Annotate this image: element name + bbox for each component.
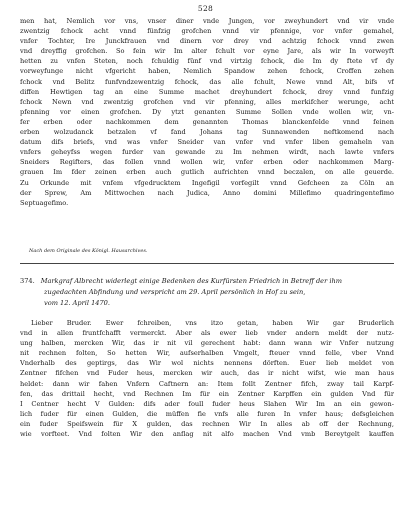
source-note: Nach dem Originale des Königl. Hausarchives. xyxy=(29,248,148,254)
text-line: wie vorfteet. Vnd folten Wir den anflag nit alfo machen Vnd vmb Bereytgelt kauffen xyxy=(20,430,394,439)
document-heading xyxy=(20,276,394,309)
text-line: fchock Newn vnd zwentzig grofchen vnd vir pfenning, alles merkifcher werunge, acht xyxy=(20,97,394,106)
text-line: heldet: dann wir fahen Vnfern Caftnern an: Item follt Zentner fifch, zway tail Karpf- xyxy=(20,379,394,388)
page-number: 528 xyxy=(197,4,214,13)
text-line: vnfer Tochter, Ire Junckfrauen vnd dinern vor drey vnd achtzig fchock vnnd zwen xyxy=(20,37,394,46)
text-line: grauen Im fder zeinen erben auch gutlich aufrichten vnnd beczalen, on alle geuerde. xyxy=(20,168,394,177)
text-line: fchock vnd Belitz funfvndzewentzig fchock, das alle fchult, Newe vnnd Alt, bifs vf xyxy=(20,77,394,86)
text-line: Septuagefimo. xyxy=(20,198,69,207)
text-line: zwentzig fchock acht vnnd fünfzig grofchen vnnd vir pfennige, vor vnfer gemahel, xyxy=(20,27,394,36)
text-line: erben wolzudanck betzalen vf fand Johans tag Sunnawenden neftkomend nach xyxy=(20,128,394,137)
text-line: I Centner hecht V Gulden: difs ader foull fuder heus Slahen Wir Im an ein gewon- xyxy=(20,399,394,408)
heading-line xyxy=(20,276,394,287)
text-line: datum difs briefs, vnd was vnfer Sneider van vnfer vnd vnfer liben gemaheln van xyxy=(20,138,394,147)
document-body-top xyxy=(20,16,394,208)
text-line: Zentner fifchen vnd Fuder heus, mercken wir auch, das ir nicht wifst, wie man haus xyxy=(20,369,394,378)
text-line: ung halben, mercken Wir, das ir nit vil gerechent habt: dann wann wir Vnfer nutzung xyxy=(20,339,394,348)
text-line: Lieber Bruder. Ewer fchreiben, vns itzo getan, haben Wir gar Bruderlich xyxy=(31,319,394,327)
text-line: hetten zu vnfen Steten, noch fchuldig fünf vnd virtzig fchock, die Im dy ftete vf dy xyxy=(20,57,394,66)
text-line: vnd dreyffig grofchen. So fein wir Im alter fchult vor eyne Jare, als wir In vorweyft xyxy=(20,47,394,56)
document-body-bottom xyxy=(20,318,394,439)
text-line: Sneiders Regifters, das follen vnnd wollen wir, vnfer erben oder nachkommen Marg- xyxy=(20,158,394,167)
text-line: Vnderhalb des geptirgs, das Wir wol nichts nennens dörften. Euer lieb meldet von xyxy=(20,359,394,368)
text-line: fen, das drittail hecht, vnd Rechnen Im für ein Zentner Karpffen ein gulden Vnd für xyxy=(20,389,394,398)
text-line: vnd in allen fruntfchafft vermerckt. Aber als ewer lieb vnder andern meldt der nutz- xyxy=(20,329,394,338)
document-number: 374. xyxy=(20,277,35,285)
text-line: Zu Orkunde mit vnfem vfgedrucktem Ingefigil vorfegilt vnnd Gefcheen za Cöln an xyxy=(20,178,394,187)
text-line: diffen Hewtigen tag an eine Summe machet dreyhundert fchock, drey vnnd funfzig xyxy=(20,87,394,96)
heading-line: vom 12. April 1470. xyxy=(44,299,110,307)
text-line: vnfers geheyfss wegen furder van gewande zu Im nehmen wirdt, nach lawte vnfers xyxy=(20,148,394,157)
text-line: der Sprew, Am Mittwochen nach Judica, Anno domini Millefimo quadringentefimo xyxy=(20,188,394,197)
text-line: men hat, Nemlich vor vns, vnser diner vnde Jungen, vor zweyhundert vnd vir vnde xyxy=(20,17,394,25)
text-line: fer erben oder nachkommen dem genannten Thomas blanckenfelde vnnd feinen xyxy=(20,117,394,126)
text-line: ein fuder Speifswein für X gulden, das rechnen Wir In alles ab off der Rechnung, xyxy=(20,419,394,428)
heading-text: Markgraf Albrecht widerlegt einige Bedenken des Kurfürsten Friedrich in Betreff der ihm xyxy=(40,277,342,285)
text-line: pfenning vor einen grofchen. Dy ytzt genanten Summe Sollen vnde wollen wir, vn- xyxy=(20,107,394,116)
heading-line: zugedachten Abfindung und verspricht am 29. April persönlich in Hof zu sein, xyxy=(44,288,306,296)
text-line: vorweyfunge nicht vfgericht haben, Nemlich Spandow zehen fchock, Croffen zehen xyxy=(20,67,394,76)
text-line: nit rechnen folten, So hetten Wir, aufserhalben Vmgelt, fteuer vnnd felle, vber Vnnd xyxy=(20,349,394,358)
text-line: lich fuder für einen Gulden, die müffen fie vnfs alle furen In vnfer haus; defsgleichen xyxy=(20,409,394,418)
section-divider xyxy=(20,263,394,264)
